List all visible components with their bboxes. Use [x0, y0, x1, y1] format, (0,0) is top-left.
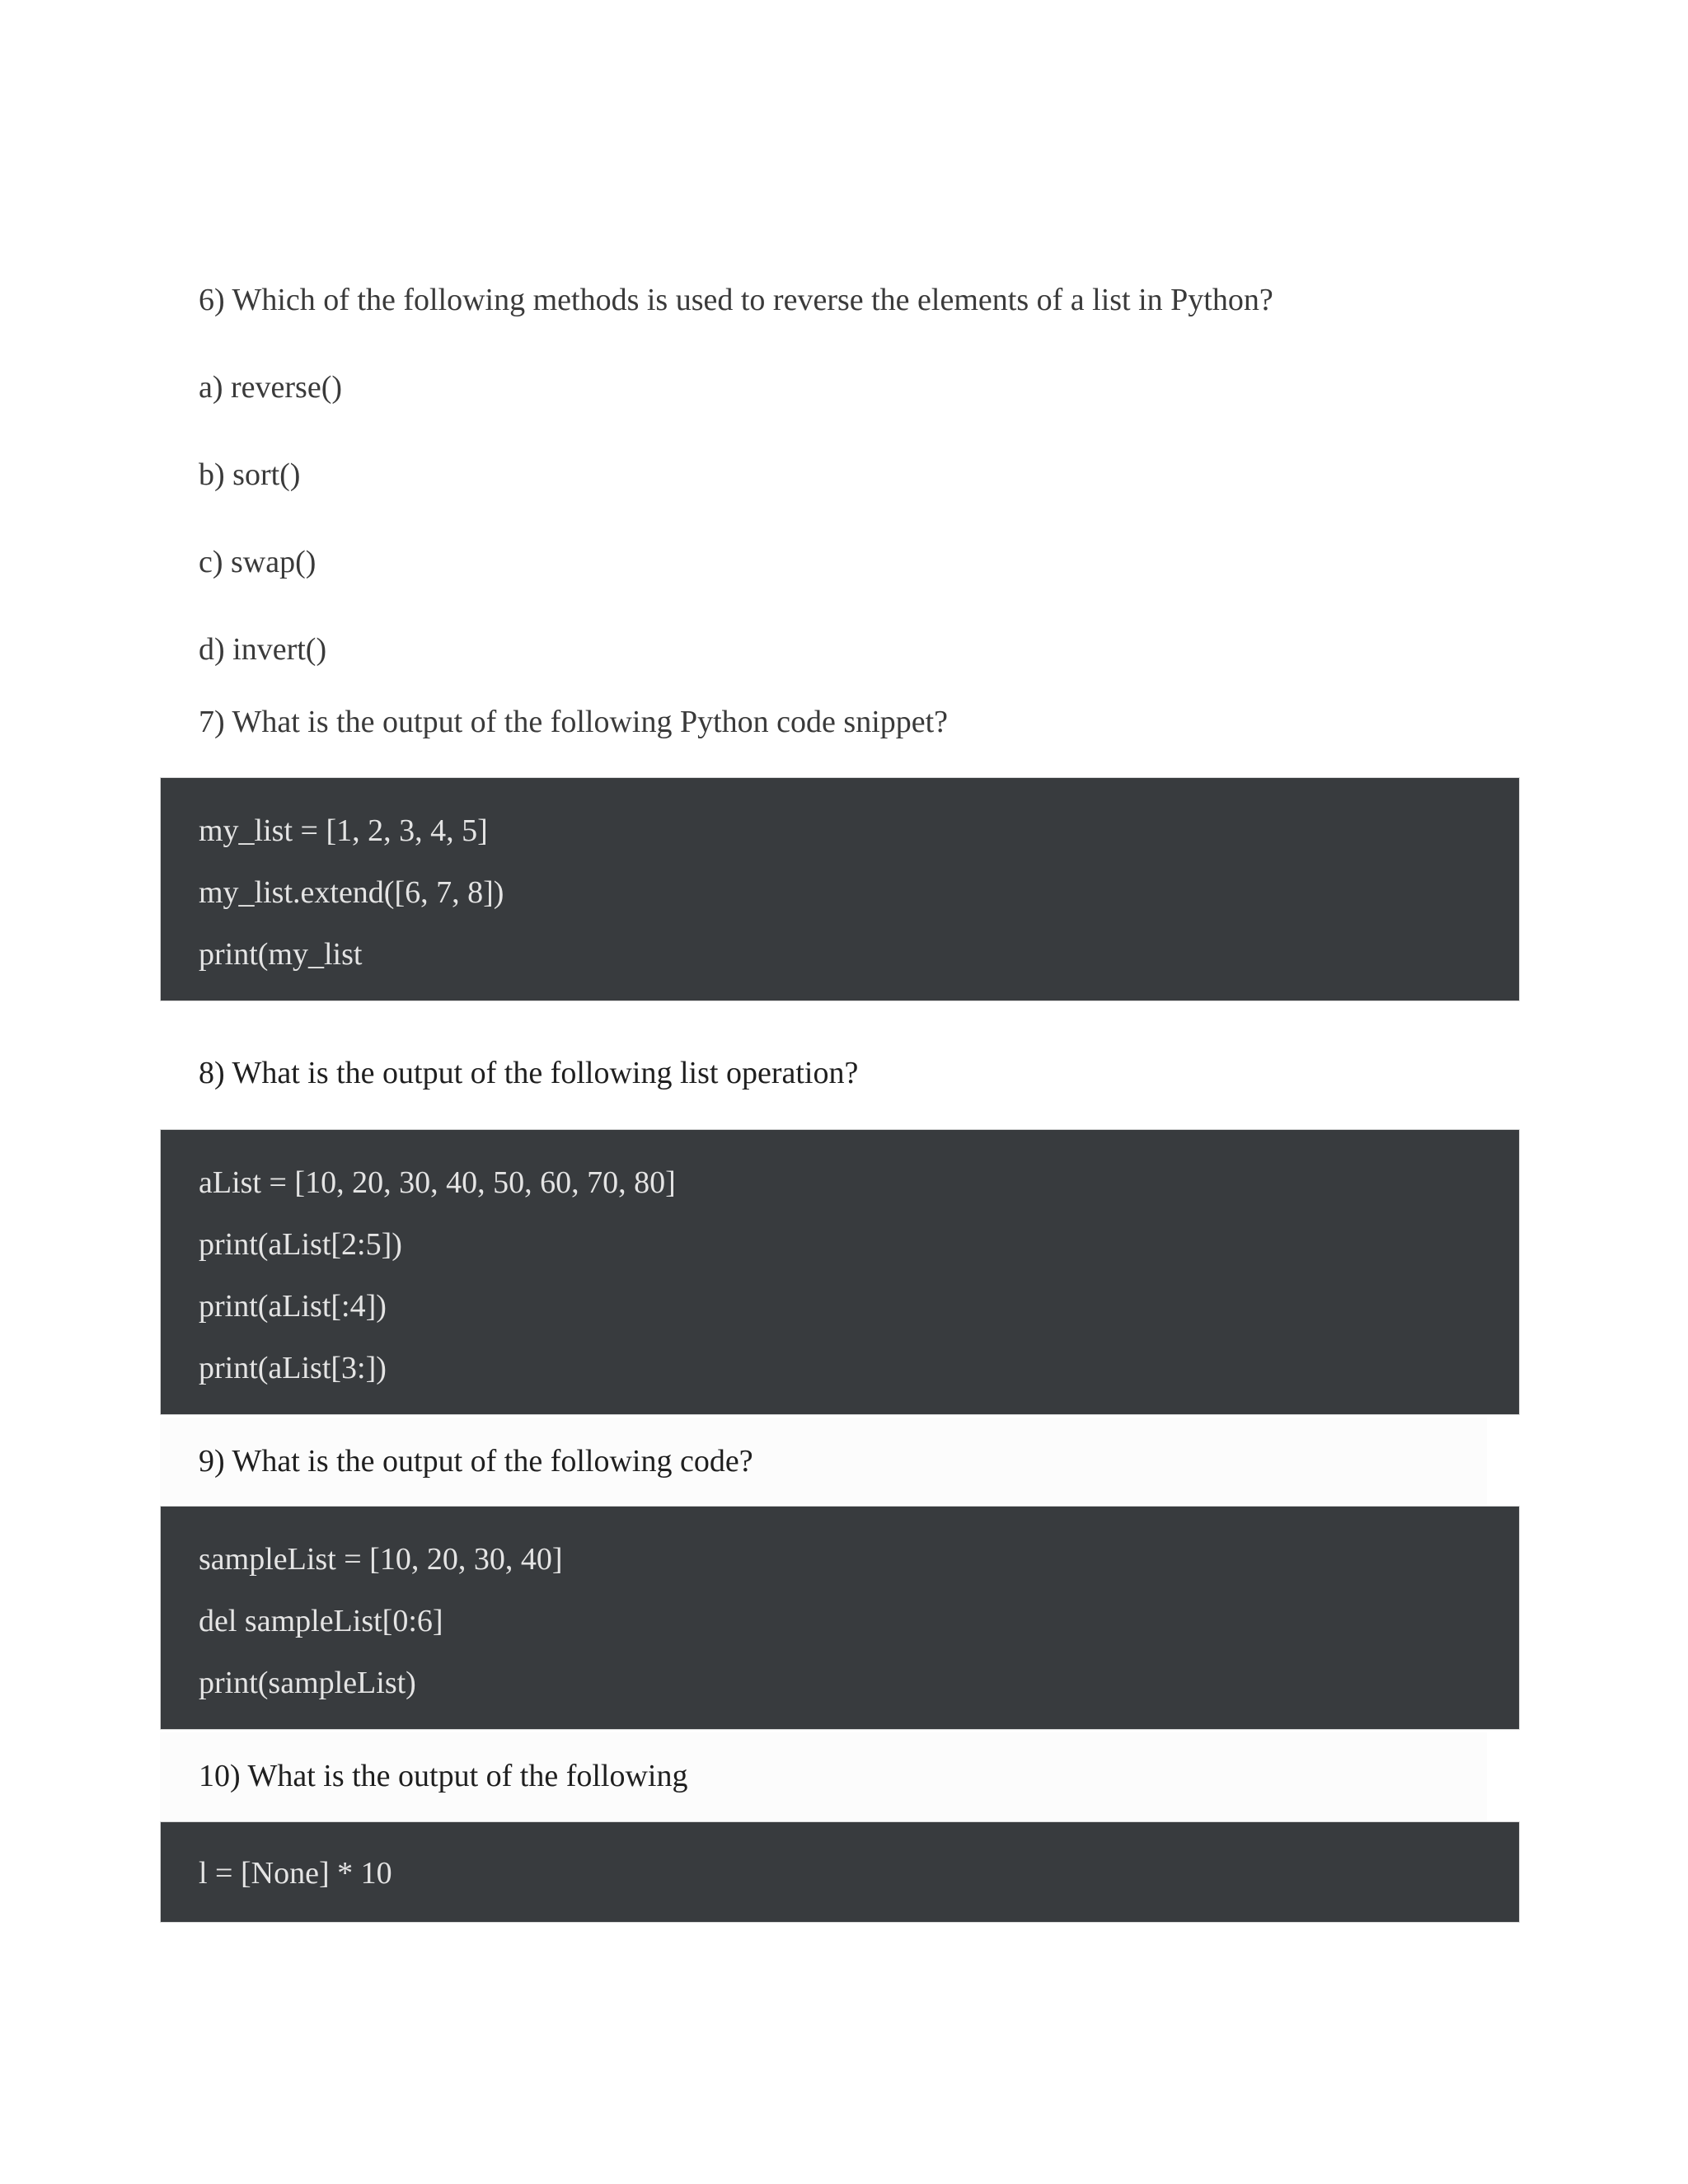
q7-code-line-1: my_list = [1, 2, 3, 4, 5]	[199, 813, 488, 848]
q8-code-block	[160, 1129, 1520, 1415]
q7-code-line-3: print(my_list	[199, 937, 363, 972]
q6-option-a: a) reverse()	[199, 370, 343, 405]
q9-code-line-1: sampleList = [10, 20, 30, 40]	[199, 1542, 563, 1577]
q10-code-line-1: l = [None] * 10	[199, 1856, 392, 1891]
question-10-text: 10) What is the output of the following	[199, 1759, 688, 1793]
q7-code-line-2: my_list.extend([6, 7, 8])	[199, 875, 504, 910]
question-6-text: 6) Which of the following methods is used to reverse the elements of a list in Python?	[199, 283, 1273, 317]
q8-code-line-1: aList = [10, 20, 30, 40, 50, 60, 70, 80]	[199, 1165, 676, 1200]
q7-code-block	[160, 777, 1520, 1001]
q6-option-c: c) swap()	[199, 545, 316, 579]
q9-code-block	[160, 1506, 1520, 1730]
question-9-text: 9) What is the output of the following code?	[199, 1444, 753, 1479]
q8-code-line-3: print(aList[:4])	[199, 1289, 387, 1324]
q6-option-b: b) sort()	[199, 457, 301, 492]
question-7-text: 7) What is the output of the following Python code snippet?	[199, 705, 949, 739]
question-8-text: 8) What is the output of the following list operation?	[199, 1056, 859, 1090]
q6-option-d: d) invert()	[199, 632, 327, 667]
q10-code-block	[160, 1821, 1520, 1923]
q8-code-line-4: print(aList[3:])	[199, 1351, 387, 1385]
q9-code-line-2: del sampleList[0:6]	[199, 1604, 443, 1638]
q9-code-line-3: print(sampleList)	[199, 1666, 416, 1700]
q8-code-line-2: print(aList[2:5])	[199, 1227, 402, 1262]
